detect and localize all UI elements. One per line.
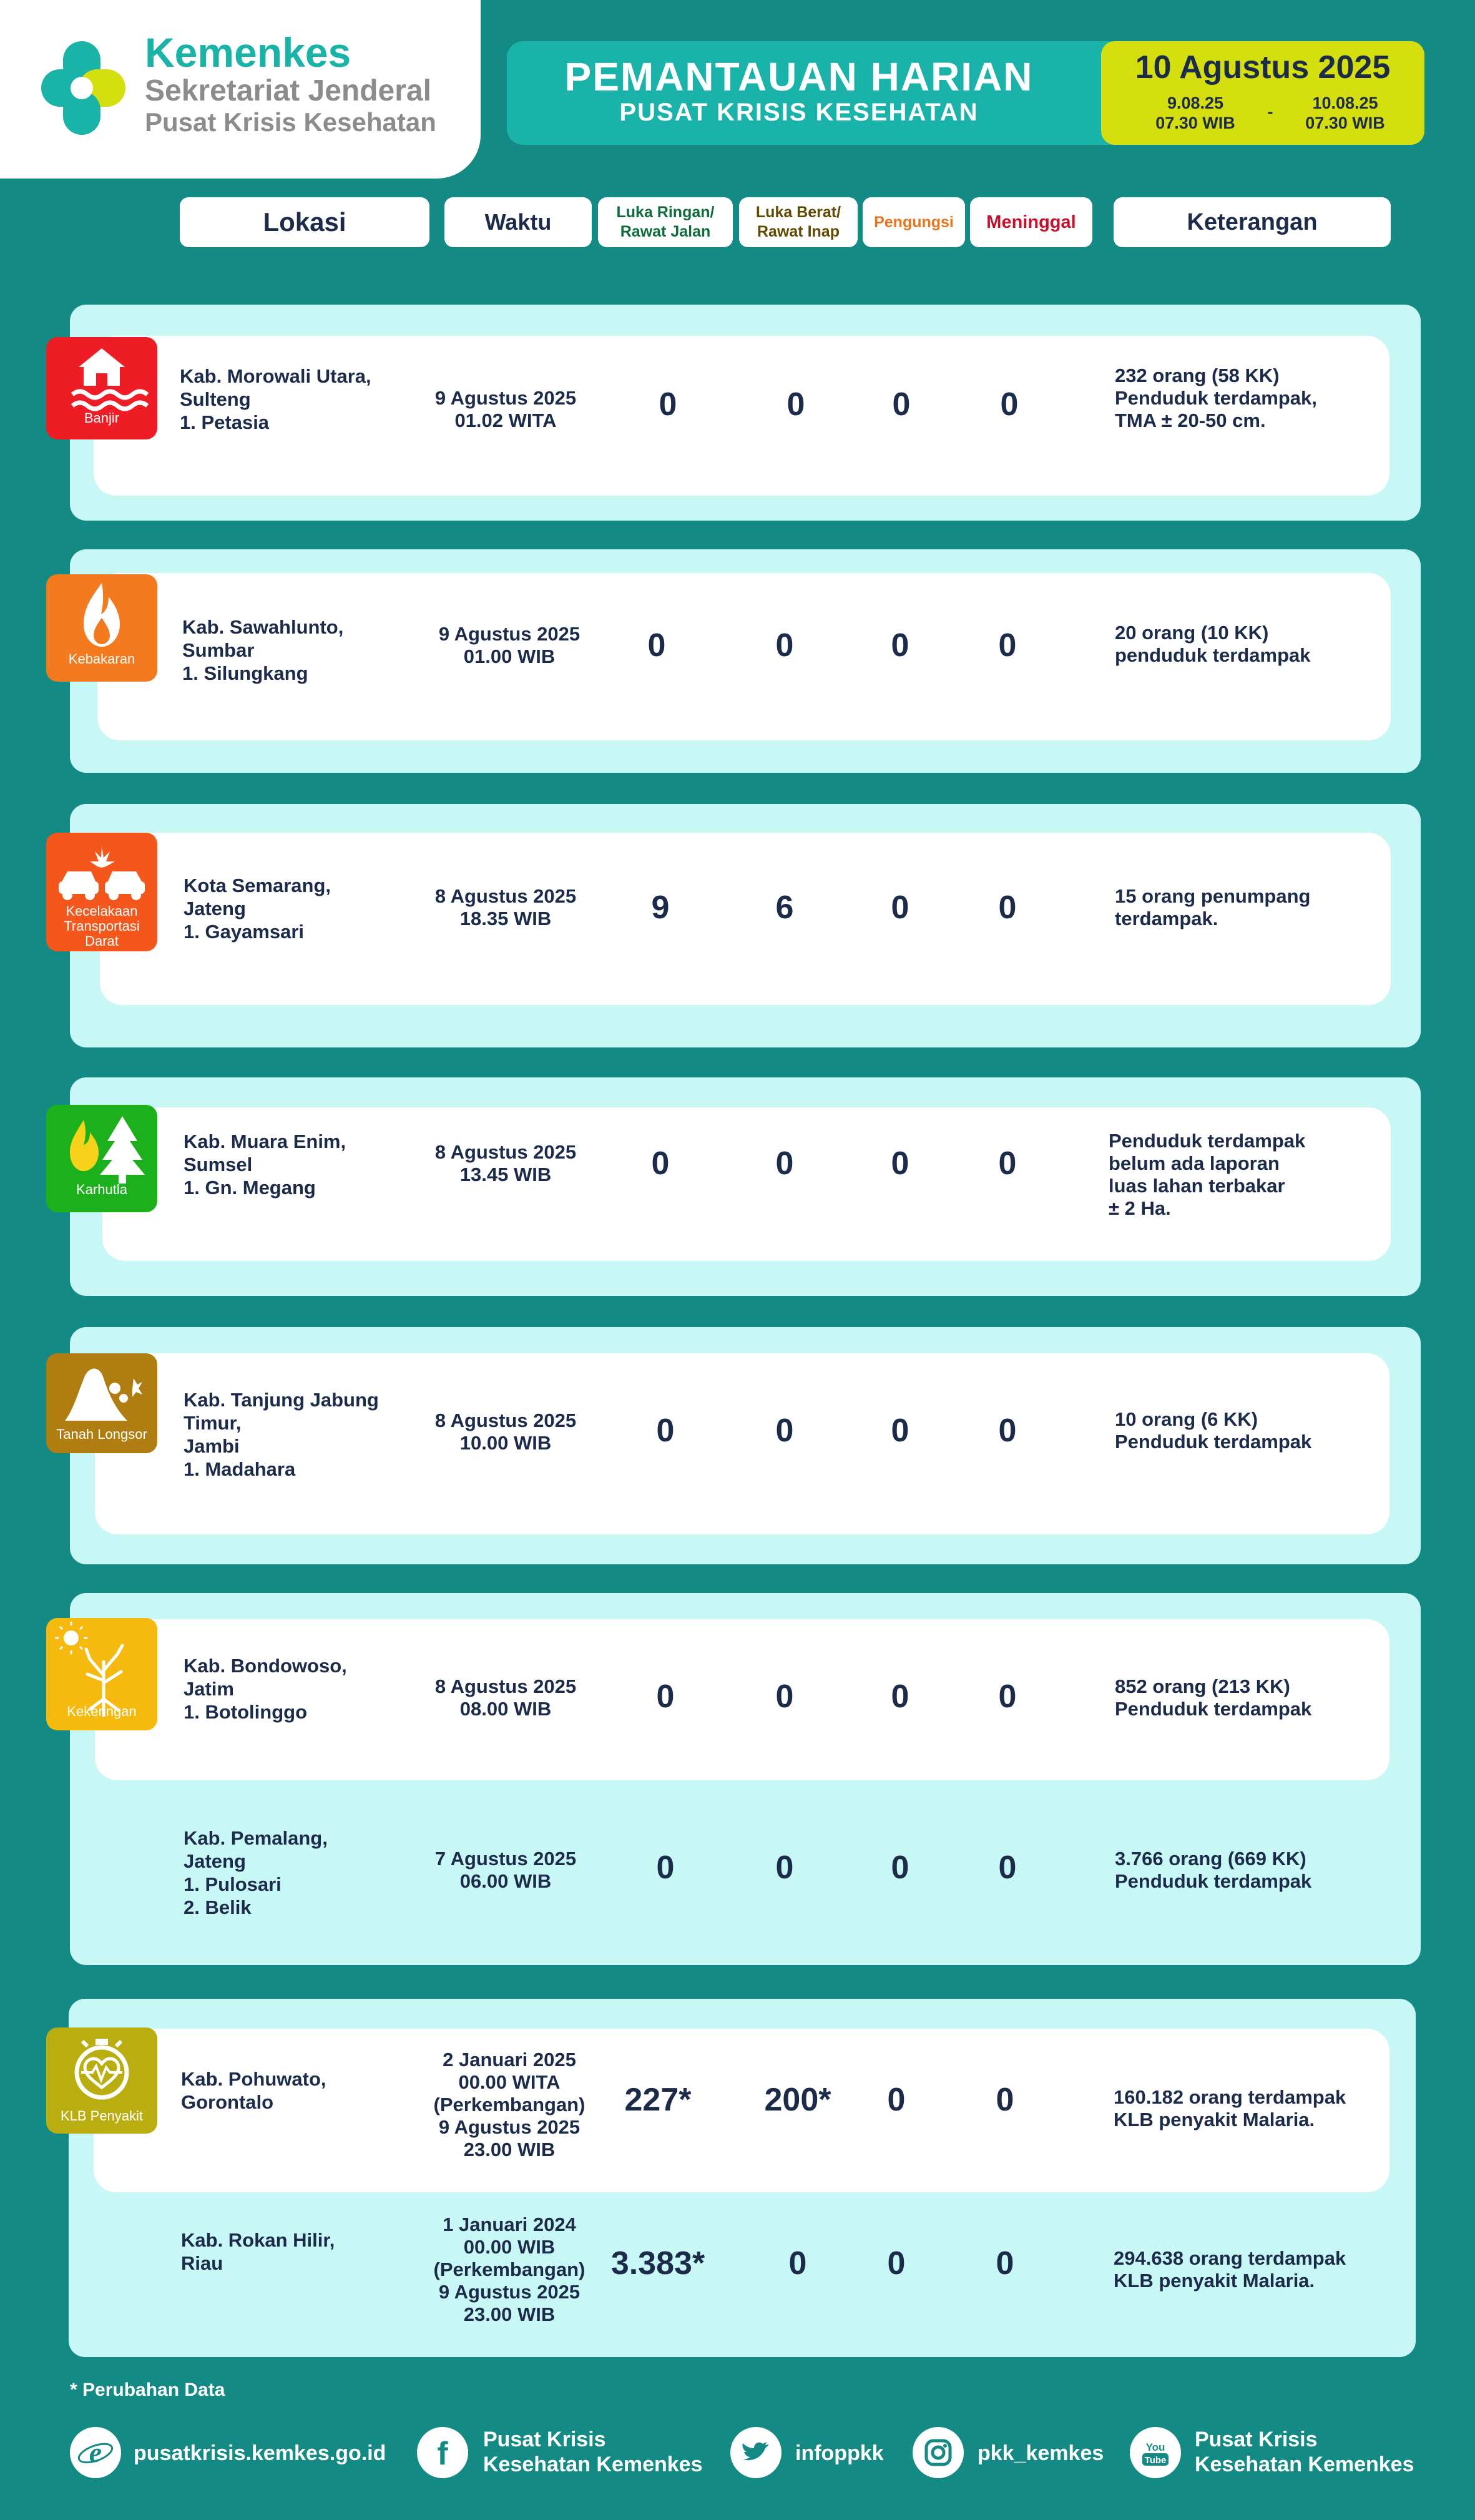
note-line: 3.766 orang (669 KK) bbox=[1115, 1848, 1306, 1870]
event-note bbox=[1115, 365, 1317, 432]
pengungsi-value: 0 bbox=[887, 2082, 906, 2118]
time-line: 1 Januari 2024 bbox=[443, 2214, 576, 2235]
category-badge-kecelakaan bbox=[46, 833, 157, 951]
page-title: PEMANTAUAN HARIAN bbox=[564, 54, 1034, 99]
note-line: KLB penyakit Malaria. bbox=[1114, 2109, 1315, 2130]
category-badge-karhutla bbox=[46, 1105, 157, 1212]
event-location bbox=[182, 615, 343, 685]
location-line: Kab. Tanjung Jabung bbox=[184, 1389, 379, 1411]
location-line: Jambi bbox=[184, 1435, 240, 1457]
note-line: 294.638 orang terdampak bbox=[1114, 2247, 1346, 2269]
luka-ringan-value: 9 bbox=[651, 890, 670, 926]
meninggal-value: 0 bbox=[998, 1850, 1017, 1886]
event-time bbox=[424, 1141, 587, 1186]
location-line: Riau bbox=[181, 2252, 223, 2274]
category-label: Kekeringan bbox=[67, 1704, 137, 1719]
time-line: 13.45 WIB bbox=[459, 1164, 552, 1185]
location-line: 1. Gayamsari bbox=[184, 921, 305, 943]
luka-ringan-value: 227* bbox=[624, 2082, 692, 2118]
event-location bbox=[184, 1388, 379, 1481]
event-location bbox=[184, 874, 331, 943]
time-line: 01.00 WIB bbox=[463, 645, 556, 667]
pengungsi-value: 0 bbox=[891, 627, 909, 664]
time-line: 01.02 WITA bbox=[454, 409, 557, 431]
luka-ringan-value: 0 bbox=[651, 1145, 670, 1182]
time-line: 8 Agustus 2025 bbox=[434, 885, 577, 907]
website-link[interactable]: pusatkrisis.kemkes.go.id bbox=[134, 2441, 386, 2465]
location-line: Jatim bbox=[184, 1678, 234, 1700]
location-line: Jateng bbox=[184, 898, 246, 919]
twitter-link[interactable]: infoppkk bbox=[795, 2441, 884, 2465]
location-line: Kab. Sawahlunto, bbox=[182, 616, 344, 638]
note-line: Penduduk terdampak bbox=[1115, 1431, 1312, 1453]
event-location bbox=[184, 1826, 328, 1919]
meninggal-value: 0 bbox=[998, 1679, 1017, 1715]
footnote: * Perubahan Data bbox=[70, 2380, 225, 2400]
location-line: Kab. Pohuwato, bbox=[181, 2068, 326, 2090]
note-line: Penduduk terdampak bbox=[1115, 1698, 1312, 1720]
time-line: 9 Agustus 2025 bbox=[438, 2281, 581, 2303]
luka-berat-value: 0 bbox=[775, 1679, 794, 1715]
svg-text:f: f bbox=[437, 2436, 448, 2472]
event-time bbox=[428, 2214, 590, 2326]
youtube-link[interactable] bbox=[1195, 2427, 1414, 2477]
pengungsi-value: 0 bbox=[891, 1850, 909, 1886]
svg-text:e: e bbox=[89, 2436, 102, 2468]
time-line: 7 Agustus 2025 bbox=[434, 1848, 577, 1870]
facebook-link-line[interactable]: Kesehatan Kemenkes bbox=[483, 2453, 703, 2476]
event-location bbox=[180, 365, 371, 434]
luka-berat-value: 200* bbox=[764, 2082, 831, 2118]
logo-subtitle-2: Pusat Krisis Kesehatan bbox=[145, 107, 436, 137]
pengungsi-value: 0 bbox=[891, 890, 909, 926]
luka-berat-value: 0 bbox=[788, 2245, 807, 2282]
note-line: 160.182 orang terdampak bbox=[1114, 2086, 1346, 2108]
time-line: 9 Agustus 2025 bbox=[438, 623, 581, 645]
meninggal-value: 0 bbox=[998, 1413, 1017, 1449]
time-line: 9 Agustus 2025 bbox=[434, 387, 577, 409]
time-line: 18.35 WIB bbox=[459, 908, 552, 929]
luka-ringan-value: 0 bbox=[647, 627, 666, 664]
youtube-link-line[interactable]: Pusat Krisis bbox=[1195, 2428, 1318, 2451]
instagram-link[interactable]: pkk_kemkes bbox=[978, 2441, 1104, 2465]
pengungsi-value: 0 bbox=[892, 386, 911, 423]
location-line: Kab. Bondowoso, bbox=[184, 1655, 347, 1677]
location-line: Kab. Muara Enim, bbox=[184, 1130, 346, 1152]
event-location bbox=[181, 2067, 326, 2114]
luka-ringan-value: 3.383* bbox=[610, 2245, 705, 2282]
event-note bbox=[1115, 1675, 1311, 1720]
event-time bbox=[424, 1410, 587, 1454]
event-note bbox=[1115, 1848, 1311, 1893]
location-line: 1. Petasia bbox=[180, 411, 270, 433]
event-time bbox=[424, 885, 587, 930]
kemenkes-logo-icon bbox=[29, 35, 135, 141]
category-label: KLB Penyakit bbox=[60, 2108, 144, 2124]
svg-text:Tube: Tube bbox=[1144, 2455, 1167, 2466]
event-note bbox=[1115, 622, 1311, 667]
location-line: Sulteng bbox=[180, 388, 251, 410]
youtube-icon[interactable] bbox=[1130, 2427, 1181, 2478]
category-label bbox=[46, 904, 157, 949]
location-line: 1. Silungkang bbox=[182, 662, 308, 684]
column-header-luka-ringan-line1: Luka Ringan/ bbox=[616, 203, 715, 221]
event-time bbox=[424, 1848, 587, 1893]
luka-ringan-value: 0 bbox=[656, 1679, 675, 1715]
note-line: 10 orang (6 KK) bbox=[1115, 1408, 1258, 1430]
luka-ringan-value: 0 bbox=[656, 1850, 675, 1886]
page-subtitle: PUSAT KRISIS KESEHATAN bbox=[619, 99, 979, 126]
meninggal-value: 0 bbox=[1000, 386, 1019, 423]
time-line: 10.00 WIB bbox=[459, 1432, 552, 1454]
event-note bbox=[1115, 885, 1310, 930]
report-date: 10 Agustus 2025 bbox=[1135, 49, 1391, 86]
time-line: 8 Agustus 2025 bbox=[434, 1410, 577, 1431]
meninggal-value: 0 bbox=[996, 2245, 1014, 2282]
luka-ringan-value: 0 bbox=[659, 386, 677, 423]
range-to-date: 10.08.25 bbox=[1312, 94, 1378, 112]
youtube-link-line[interactable]: Kesehatan Kemenkes bbox=[1195, 2453, 1414, 2476]
luka-berat-value: 0 bbox=[775, 627, 794, 664]
facebook-link-line[interactable]: Pusat Krisis bbox=[483, 2428, 606, 2451]
location-line: 1. Botolinggo bbox=[184, 1701, 308, 1723]
event-note bbox=[1109, 1130, 1305, 1220]
location-line: 2. Belik bbox=[184, 1896, 252, 1918]
meninggal-value: 0 bbox=[998, 627, 1017, 664]
svg-text:You: You bbox=[1145, 2441, 1165, 2453]
location-line: Timur, bbox=[184, 1412, 242, 1434]
category-badge-kebakaran bbox=[46, 574, 157, 682]
event-note bbox=[1114, 2086, 1346, 2131]
note-line: 852 orang (213 KK) bbox=[1115, 1675, 1290, 1697]
column-header-luka-ringan-line2: Rawat Jalan bbox=[620, 223, 711, 240]
time-line: 06.00 WIB bbox=[459, 1870, 552, 1892]
category-label: Tanah Longsor bbox=[56, 1426, 147, 1442]
category-badge-banjir bbox=[46, 337, 157, 439]
category-label: Kebakaran bbox=[68, 651, 135, 667]
time-line: 23.00 WIB bbox=[463, 2303, 556, 2325]
website-icon[interactable] bbox=[70, 2427, 121, 2478]
time-line: 00.00 WIB bbox=[463, 2236, 556, 2258]
facebook-icon[interactable] bbox=[417, 2427, 468, 2478]
event-note bbox=[1114, 2247, 1346, 2292]
column-header-lokasi: Lokasi bbox=[180, 197, 429, 247]
note-line: 232 orang (58 KK) bbox=[1115, 365, 1280, 386]
time-line: 8 Agustus 2025 bbox=[434, 1675, 577, 1697]
facebook-link[interactable] bbox=[483, 2427, 703, 2477]
luka-berat-value: 0 bbox=[775, 1413, 794, 1449]
time-line: 08.00 WIB bbox=[459, 1698, 552, 1720]
event-time bbox=[428, 623, 590, 668]
meninggal-value: 0 bbox=[998, 1145, 1017, 1182]
note-line: penduduk terdampak bbox=[1115, 644, 1311, 666]
category-badge-kekeringan bbox=[46, 1618, 157, 1730]
time-line: 23.00 WIB bbox=[463, 2139, 556, 2160]
note-line: TMA ± 20-50 cm. bbox=[1115, 409, 1266, 431]
event-time bbox=[424, 1675, 587, 1720]
column-header-luka-berat bbox=[739, 197, 858, 247]
location-line: Gorontalo bbox=[181, 2091, 274, 2113]
event-time bbox=[424, 387, 587, 432]
event-location bbox=[184, 1654, 347, 1723]
note-line: Penduduk terdampak bbox=[1115, 1870, 1312, 1892]
column-header-keterangan: Keterangan bbox=[1114, 197, 1391, 247]
logo-subtitle: Sekretariat Jenderal bbox=[145, 74, 431, 107]
location-line: Kab. Pemalang, bbox=[184, 1827, 328, 1849]
category-label-line: Transportasi bbox=[64, 918, 140, 934]
time-line: 9 Agustus 2025 bbox=[438, 2116, 581, 2138]
pengungsi-value: 0 bbox=[891, 1679, 909, 1715]
range-from-time: 07.30 WIB bbox=[1155, 114, 1235, 132]
instagram-icon[interactable] bbox=[913, 2427, 964, 2478]
column-header-luka-ringan bbox=[598, 197, 733, 247]
note-line: belum ada laporan bbox=[1109, 1152, 1280, 1174]
column-header-waktu: Waktu bbox=[444, 197, 592, 247]
pengungsi-value: 0 bbox=[891, 1145, 909, 1182]
time-line: (Perkembangan) bbox=[433, 2094, 586, 2116]
category-label-line: Kecelakaan bbox=[66, 903, 138, 919]
time-line: 2 Januari 2025 bbox=[443, 2049, 576, 2071]
category-badge-klb-penyakit bbox=[46, 2027, 157, 2134]
time-line: 8 Agustus 2025 bbox=[434, 1141, 577, 1163]
time-line: (Perkembangan) bbox=[433, 2258, 586, 2280]
twitter-icon[interactable] bbox=[730, 2427, 782, 2478]
luka-ringan-value: 0 bbox=[656, 1413, 675, 1449]
note-line: luas lahan terbakar bbox=[1109, 1175, 1285, 1197]
note-line: Penduduk terdampak bbox=[1109, 1130, 1306, 1152]
note-line: KLB penyakit Malaria. bbox=[1114, 2270, 1315, 2292]
logo-title: Kemenkes bbox=[145, 29, 351, 76]
category-badge-tanah-longsor bbox=[46, 1353, 157, 1453]
column-header-pengungsi: Pengungsi bbox=[863, 197, 965, 247]
category-label-line: Darat bbox=[85, 933, 119, 949]
note-line: 15 orang penumpang bbox=[1115, 885, 1311, 907]
location-line: Kab. Rokan Hilir, bbox=[181, 2229, 335, 2251]
luka-berat-value: 0 bbox=[775, 1850, 794, 1886]
location-line: Kota Semarang, bbox=[184, 875, 331, 896]
location-line: Sumbar bbox=[182, 639, 255, 661]
note-line: 20 orang (10 KK) bbox=[1115, 622, 1269, 644]
event-note bbox=[1115, 1408, 1311, 1453]
column-header-meninggal: Meninggal bbox=[970, 197, 1092, 247]
column-header-luka-berat-line1: Luka Berat/ bbox=[755, 203, 841, 221]
note-line: Penduduk terdampak, bbox=[1115, 387, 1317, 409]
luka-berat-value: 0 bbox=[787, 386, 805, 423]
meninggal-value: 0 bbox=[998, 890, 1017, 926]
luka-berat-value: 0 bbox=[775, 1145, 794, 1182]
luka-berat-value: 6 bbox=[775, 890, 794, 926]
location-line: 1. Gn. Megang bbox=[184, 1177, 316, 1199]
category-label: Banjir bbox=[84, 410, 120, 426]
meninggal-value: 0 bbox=[996, 2082, 1014, 2118]
location-line: Jateng bbox=[184, 1850, 246, 1872]
range-separator: - bbox=[1267, 102, 1273, 121]
time-line: 00.00 WITA bbox=[458, 2071, 561, 2093]
note-line: terdampak. bbox=[1115, 908, 1218, 929]
location-line: Sumsel bbox=[184, 1154, 253, 1175]
pengungsi-value: 0 bbox=[891, 1413, 909, 1449]
event-location bbox=[181, 2228, 335, 2275]
range-to-time: 07.30 WIB bbox=[1305, 114, 1385, 132]
location-line: Kab. Morowali Utara, bbox=[180, 365, 371, 387]
note-line: ± 2 Ha. bbox=[1109, 1197, 1171, 1219]
category-label: Karhutla bbox=[76, 1182, 127, 1197]
event-time bbox=[428, 2049, 590, 2161]
event-location bbox=[184, 1130, 346, 1199]
column-header-luka-berat-line2: Rawat Inap bbox=[757, 223, 840, 240]
location-line: 1. Madahara bbox=[184, 1458, 296, 1480]
pengungsi-value: 0 bbox=[887, 2245, 906, 2282]
range-from-date: 9.08.25 bbox=[1167, 94, 1224, 112]
location-line: 1. Pulosari bbox=[184, 1873, 282, 1895]
